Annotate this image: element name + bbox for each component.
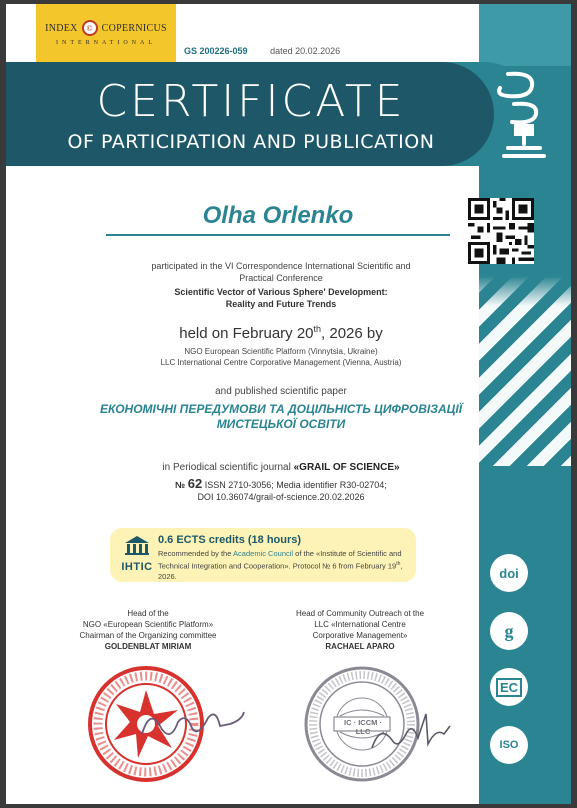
conference-intro xyxy=(66,260,496,284)
logo-text-copernicus: COPERNICUS xyxy=(101,22,167,34)
qr-code[interactable] xyxy=(468,198,534,264)
ihtic-text: IHTIC xyxy=(121,561,153,573)
issn-line: ISSN 2710-3056; Media identifier R30-02704; xyxy=(204,480,387,490)
organizers xyxy=(66,346,496,368)
journal-prefix: in Periodical scientific journal xyxy=(162,462,291,473)
ects-desc-b: of the «Institute of Scientific and Technical Integration and Cooperation». xyxy=(158,549,402,571)
ects-desc-c: Protocol № 6 from February 19 xyxy=(292,561,397,571)
google-scholar-icon: g xyxy=(504,620,514,641)
recipient-name: Olha Orlenko xyxy=(202,202,354,229)
right-sig-line1: Head of Community Outreach ot the xyxy=(295,609,425,618)
left-sig-name: GOLDENBLAT MIRIAM xyxy=(104,642,192,651)
certificate-subtitle: OF PARTICIPATION AND PUBLICATION xyxy=(67,131,435,153)
doi-line: DOI 10.36074/grail-of-science.20.02.2026 xyxy=(197,492,365,502)
issue-number: 62 xyxy=(187,476,203,491)
journal-name: «GRAIL OF SCIENCE» xyxy=(293,462,400,473)
conference-title xyxy=(66,286,496,310)
certificate-date: dated 20.02.2026 xyxy=(270,46,341,56)
right-signatory xyxy=(260,608,460,652)
qr-code-icon xyxy=(468,198,534,264)
ec-badge[interactable] xyxy=(490,668,528,706)
copernicus-icon: © xyxy=(82,20,98,36)
right-sig-line3: Corporative Management» xyxy=(312,631,408,640)
left-signatory xyxy=(48,608,248,652)
ects-desc-highlight: Academic Council xyxy=(233,549,294,558)
name-underline xyxy=(106,234,450,236)
ects-title: 0.6 ECTS credits (18 hours) xyxy=(158,534,302,546)
ects-desc-sup: th xyxy=(396,561,401,567)
journal-line xyxy=(66,462,496,473)
right-handwritten-signature xyxy=(366,704,456,764)
ihtic-logo xyxy=(118,534,156,576)
doi-icon: doi xyxy=(499,565,519,581)
right-sig-name: RACHAEL APARO xyxy=(325,642,395,651)
conference-title-line2: Reality and Future Trends xyxy=(225,299,337,309)
gray-stamp-center-text: IC · ICCM · LLC xyxy=(344,718,382,736)
issue-label: № xyxy=(175,480,186,490)
conference-intro-text: participated in the VI Correspondence International Scientific and Practical Conference xyxy=(151,261,411,283)
issue-details xyxy=(66,478,496,503)
issue-line xyxy=(66,478,496,491)
right-sig-line2: LLC «International Centre xyxy=(314,620,406,629)
held-sup: th xyxy=(313,324,322,334)
certificate-title: CERTIFICATE xyxy=(96,76,406,127)
paper-title xyxy=(66,402,496,432)
panel-top-accent xyxy=(479,4,571,66)
held-on-line xyxy=(66,324,496,342)
ects-desc-d: , 2026. xyxy=(158,561,403,581)
held-prefix: held on February 20 xyxy=(179,325,314,342)
organizer-2: LLC International Centre Corporative Management (Vienna, Austria) xyxy=(160,358,402,367)
publication-intro: and published scientific paper xyxy=(215,386,347,397)
ec-icon: EC xyxy=(496,678,522,697)
iso-badge[interactable] xyxy=(490,726,528,764)
left-sig-line1: Head of the xyxy=(127,609,169,618)
organizer-1: NGO European Scientific Platform (Vinnytsia, Ukraine) xyxy=(184,347,378,356)
left-sig-line2: NGO «European Scientific Platform» xyxy=(82,620,214,629)
institute-building-icon xyxy=(122,534,152,556)
left-handwritten-signature xyxy=(138,704,248,744)
doi-badge[interactable] xyxy=(490,554,528,592)
ects-desc-a: Recommended by the xyxy=(158,549,232,558)
paper-title-line1: ЕКОНОМІЧНІ ПЕРЕДУМОВИ ТА ДОЦІЛЬНІСТЬ ЦИФРОВІЗАЦІЇ xyxy=(99,402,463,416)
certificate-number-line xyxy=(184,46,340,56)
index-copernicus-logo xyxy=(36,4,176,62)
left-sig-line3: Chairman of the Organizing committee xyxy=(79,631,217,640)
ects-description xyxy=(158,549,410,582)
certificate-page xyxy=(6,4,571,804)
iso-icon: ISO xyxy=(499,739,519,751)
paper-title-line2: МИСТЕЦЬКОЇ ОСВІТИ xyxy=(216,417,346,431)
held-suffix: , 2026 by xyxy=(321,325,383,342)
google-scholar-badge[interactable] xyxy=(490,612,528,650)
logo-text-international: INTERNATIONAL xyxy=(56,40,156,46)
certificate-number: GS 200226-059 xyxy=(184,46,248,56)
conference-title-line1: Scientific Vector of Various Sphere' Development: xyxy=(174,287,388,297)
caduceus-emblem-icon xyxy=(494,68,554,164)
logo-text-index: INDEX xyxy=(45,22,78,34)
